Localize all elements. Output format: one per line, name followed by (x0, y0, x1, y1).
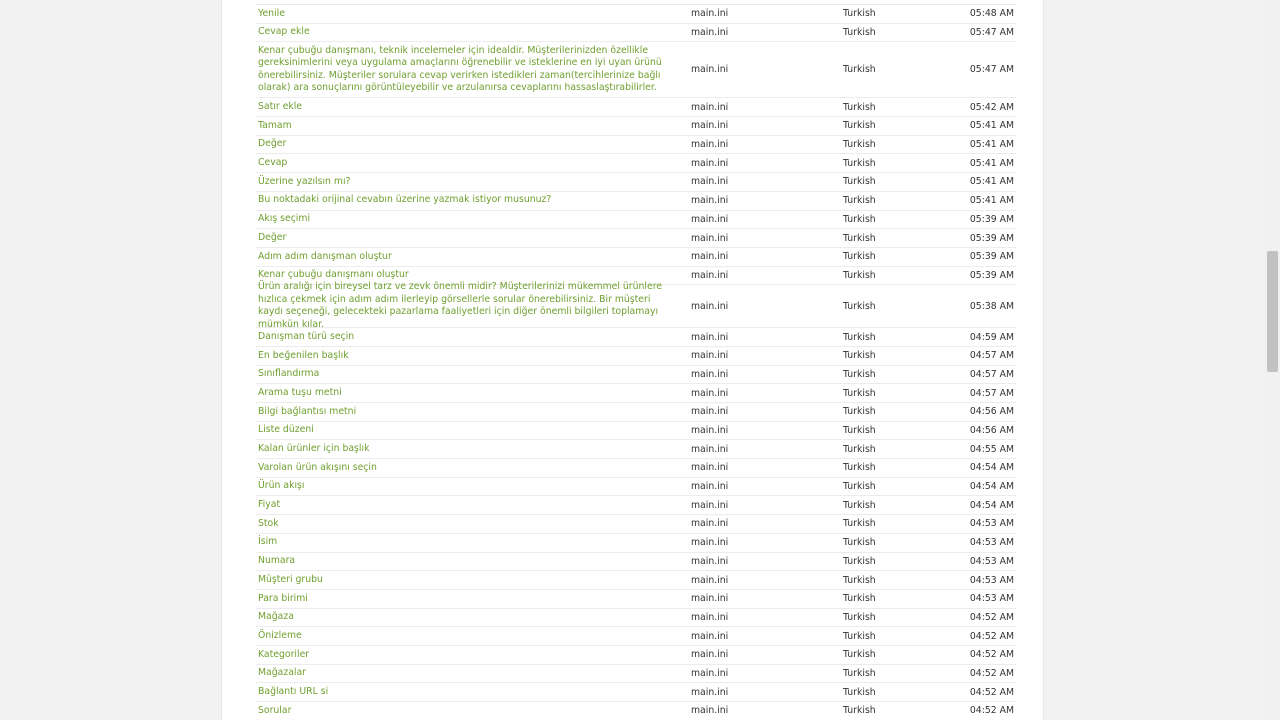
table-row (256, 5, 1016, 24)
row-file: main.ini (691, 269, 729, 281)
row-time: 05:39 AM (969, 232, 1014, 244)
row-language: Turkish (843, 518, 876, 530)
row-language: Turkish (843, 611, 876, 623)
row-language: Turkish (843, 649, 876, 661)
table-row (256, 173, 1016, 192)
row-time: 04:54 AM (969, 481, 1014, 493)
row-text-link[interactable]: İsim (258, 536, 278, 548)
row-text-link[interactable]: Adım adım danışman oluştur (258, 250, 392, 262)
table-row (256, 211, 1016, 230)
row-language: Turkish (843, 64, 876, 76)
row-language: Turkish (843, 667, 876, 679)
row-time: 04:55 AM (969, 443, 1014, 455)
row-text-link[interactable]: Cevap (258, 157, 288, 169)
row-time: 05:47 AM (969, 64, 1014, 76)
table-row (256, 366, 1016, 385)
row-language: Turkish (843, 368, 876, 380)
table-row (256, 478, 1016, 497)
row-file: main.ini (691, 195, 729, 207)
translation-table (256, 4, 1016, 720)
row-language: Turkish (843, 499, 876, 511)
row-text-link[interactable]: En beğenilen başlık (258, 349, 349, 361)
row-language: Turkish (843, 481, 876, 493)
row-text-link[interactable]: Değer (258, 138, 287, 150)
row-language: Turkish (843, 8, 876, 20)
table-row (256, 553, 1016, 572)
row-time: 04:59 AM (969, 331, 1014, 343)
row-text-link[interactable]: Ürün aralığı için bireysel tarz ve zevk önemli midir? Müşterilerinizi mükemmel ürünlere hızlıca çekmek için adım adım ilerleyip görsellerle sorular önerebilirsiniz. Bir müşteri kaydı seçeneği, gelecekteki pazarlama faaliyetleri için diğer önemli bilgileri toplamayı mümkün kılar. (258, 281, 663, 330)
row-time: 05:39 AM (969, 213, 1014, 225)
row-text-link[interactable]: Kenar çubuğu danışmanı, teknik incelemeler için idealdir. Müşterilerinizden özellikle gereksinimlerini veya uygulama amaçlarını öğrenebilir ve isteklerine en iyi uyan ürünü önerebilirsiniz. Müşteriler sorulara cevap verirken istedikleri zaman(tercihlerinize bağlı olarak) ara sonuçlarını görüntüleyebilir ve arzulanırsa cevaplarını hassaslaştırabilirler. (258, 45, 662, 94)
row-text-link[interactable]: Bilgi bağlantısı metni (258, 405, 357, 417)
row-text-link[interactable]: Kenar çubuğu danışmanı oluştur (258, 269, 409, 281)
row-language: Turkish (843, 350, 876, 362)
row-file: main.ini (691, 462, 729, 474)
scrollbar-thumb[interactable] (1267, 251, 1278, 372)
row-time: 04:52 AM (969, 649, 1014, 661)
row-file: main.ini (691, 157, 729, 169)
row-time: 05:39 AM (969, 269, 1014, 281)
table-row (256, 496, 1016, 515)
row-text-link[interactable]: Mağaza (258, 611, 294, 623)
table-row (256, 154, 1016, 173)
row-text-link[interactable]: Sınıflandırma (258, 368, 320, 380)
row-time: 04:56 AM (969, 406, 1014, 418)
row-time: 05:38 AM (969, 300, 1014, 312)
row-time: 04:56 AM (969, 425, 1014, 437)
table-row (256, 609, 1016, 628)
row-text-link[interactable]: Satır ekle (258, 101, 303, 113)
table-row (256, 515, 1016, 534)
row-text-link[interactable]: Müşteri grubu (258, 573, 323, 585)
row-time: 04:52 AM (969, 611, 1014, 623)
row-time: 04:52 AM (969, 705, 1014, 717)
row-file: main.ini (691, 649, 729, 661)
table-row (256, 328, 1016, 347)
row-text-link[interactable]: Önizleme (258, 629, 302, 641)
row-file: main.ini (691, 443, 729, 455)
table-row (256, 665, 1016, 684)
table-row (256, 459, 1016, 478)
row-language: Turkish (843, 425, 876, 437)
row-language: Turkish (843, 300, 876, 312)
row-time: 04:53 AM (969, 537, 1014, 549)
row-file: main.ini (691, 686, 729, 698)
row-text-link[interactable]: Fiyat (258, 499, 281, 511)
row-text-link[interactable]: Sorular (258, 704, 292, 716)
row-file: main.ini (691, 425, 729, 437)
row-time: 04:57 AM (969, 350, 1014, 362)
row-text-link[interactable]: Değer (258, 231, 287, 243)
row-file: main.ini (691, 27, 729, 39)
row-file: main.ini (691, 406, 729, 418)
row-language: Turkish (843, 537, 876, 549)
table-row (256, 627, 1016, 646)
row-file: main.ini (691, 593, 729, 605)
row-file: main.ini (691, 611, 729, 623)
row-time: 05:41 AM (969, 157, 1014, 169)
row-text-link[interactable]: Üzerine yazılsın mı? (258, 175, 351, 187)
table-row (256, 440, 1016, 459)
table-row (256, 229, 1016, 248)
row-text-link[interactable]: Varolan ürün akışını seçin (258, 461, 377, 473)
row-file: main.ini (691, 368, 729, 380)
row-language: Turkish (843, 686, 876, 698)
table-row (256, 42, 1016, 98)
row-language: Turkish (843, 139, 876, 151)
row-text-link[interactable]: Yenile (258, 7, 285, 19)
row-time: 05:41 AM (969, 139, 1014, 151)
row-language: Turkish (843, 195, 876, 207)
row-language: Turkish (843, 157, 876, 169)
row-text-link[interactable]: Akış seçimi (258, 213, 311, 225)
row-text-link[interactable]: Bu noktadaki orijinal cevabın üzerine yazmak istiyor musunuz? (258, 194, 552, 206)
row-time: 05:48 AM (969, 8, 1014, 20)
vertical-scrollbar[interactable] (1265, 0, 1280, 720)
row-file: main.ini (691, 64, 729, 76)
row-language: Turkish (843, 101, 876, 113)
row-file: main.ini (691, 251, 729, 263)
table-row (256, 384, 1016, 403)
table-row (256, 571, 1016, 590)
row-language: Turkish (843, 176, 876, 188)
table-row (256, 117, 1016, 136)
row-language: Turkish (843, 574, 876, 586)
table-row (256, 192, 1016, 211)
table-row (256, 534, 1016, 553)
row-language: Turkish (843, 593, 876, 605)
row-language: Turkish (843, 443, 876, 455)
row-file: main.ini (691, 555, 729, 567)
row-file: main.ini (691, 120, 729, 132)
table-row (256, 590, 1016, 609)
row-time: 04:53 AM (969, 555, 1014, 567)
row-time: 05:41 AM (969, 195, 1014, 207)
row-file: main.ini (691, 350, 729, 362)
row-text-link[interactable]: Kategoriler (258, 648, 310, 660)
table-row (256, 683, 1016, 702)
table-row (256, 347, 1016, 366)
row-file: main.ini (691, 101, 729, 113)
row-file: main.ini (691, 667, 729, 679)
row-text-link[interactable]: Arama tuşu metni (258, 386, 342, 398)
row-text-link[interactable]: Ürün akışı (258, 480, 305, 492)
row-text-link[interactable]: Liste düzeni (258, 424, 314, 436)
row-time: 05:41 AM (969, 176, 1014, 188)
row-time: 05:42 AM (969, 101, 1014, 113)
row-text-link[interactable]: Bağlantı URL si (258, 685, 329, 697)
row-time: 05:39 AM (969, 251, 1014, 263)
row-language: Turkish (843, 251, 876, 263)
row-language: Turkish (843, 27, 876, 39)
table-row (256, 646, 1016, 665)
row-language: Turkish (843, 555, 876, 567)
row-file: main.ini (691, 705, 729, 717)
table-row (256, 403, 1016, 422)
row-text-link[interactable]: Mağazalar (258, 667, 306, 679)
row-file: main.ini (691, 300, 729, 312)
row-language: Turkish (843, 269, 876, 281)
row-file: main.ini (691, 176, 729, 188)
row-time: 04:52 AM (969, 686, 1014, 698)
row-language: Turkish (843, 232, 876, 244)
row-time: 05:47 AM (969, 27, 1014, 39)
translation-log-panel (221, 0, 1044, 720)
row-text-link[interactable]: Para birimi (258, 592, 308, 604)
row-language: Turkish (843, 705, 876, 717)
row-file: main.ini (691, 387, 729, 399)
row-language: Turkish (843, 120, 876, 132)
row-file: main.ini (691, 630, 729, 642)
row-language: Turkish (843, 331, 876, 343)
row-file: main.ini (691, 537, 729, 549)
row-time: 04:53 AM (969, 574, 1014, 586)
table-row (256, 281, 1016, 330)
row-file: main.ini (691, 481, 729, 493)
row-time: 04:57 AM (969, 387, 1014, 399)
row-time: 04:53 AM (969, 593, 1014, 605)
row-time: 04:53 AM (969, 518, 1014, 530)
row-language: Turkish (843, 630, 876, 642)
row-text-link[interactable]: Tamam (258, 119, 292, 131)
row-text-link[interactable]: Cevap ekle (258, 26, 310, 38)
row-file: main.ini (691, 331, 729, 343)
table-row (256, 24, 1016, 43)
row-file: main.ini (691, 232, 729, 244)
table-row (256, 136, 1016, 155)
row-file: main.ini (691, 139, 729, 151)
table-row (256, 422, 1016, 441)
row-file: main.ini (691, 8, 729, 20)
row-time: 04:52 AM (969, 630, 1014, 642)
row-file: main.ini (691, 518, 729, 530)
row-file: main.ini (691, 213, 729, 225)
row-text-link[interactable]: Kalan ürünler için başlık (258, 443, 370, 455)
table-row (256, 248, 1016, 267)
row-language: Turkish (843, 406, 876, 418)
row-language: Turkish (843, 213, 876, 225)
row-time: 04:57 AM (969, 368, 1014, 380)
table-row (256, 98, 1016, 117)
row-file: main.ini (691, 499, 729, 511)
row-time: 04:54 AM (969, 462, 1014, 474)
row-text-link[interactable]: Numara (258, 555, 296, 567)
row-text-link[interactable]: Danışman türü seçin (258, 330, 355, 342)
row-time: 04:54 AM (969, 499, 1014, 511)
row-language: Turkish (843, 462, 876, 474)
row-time: 05:41 AM (969, 120, 1014, 132)
table-row (256, 702, 1016, 720)
row-file: main.ini (691, 574, 729, 586)
row-text-link[interactable]: Stok (258, 517, 279, 529)
row-time: 04:52 AM (969, 667, 1014, 679)
row-language: Turkish (843, 387, 876, 399)
